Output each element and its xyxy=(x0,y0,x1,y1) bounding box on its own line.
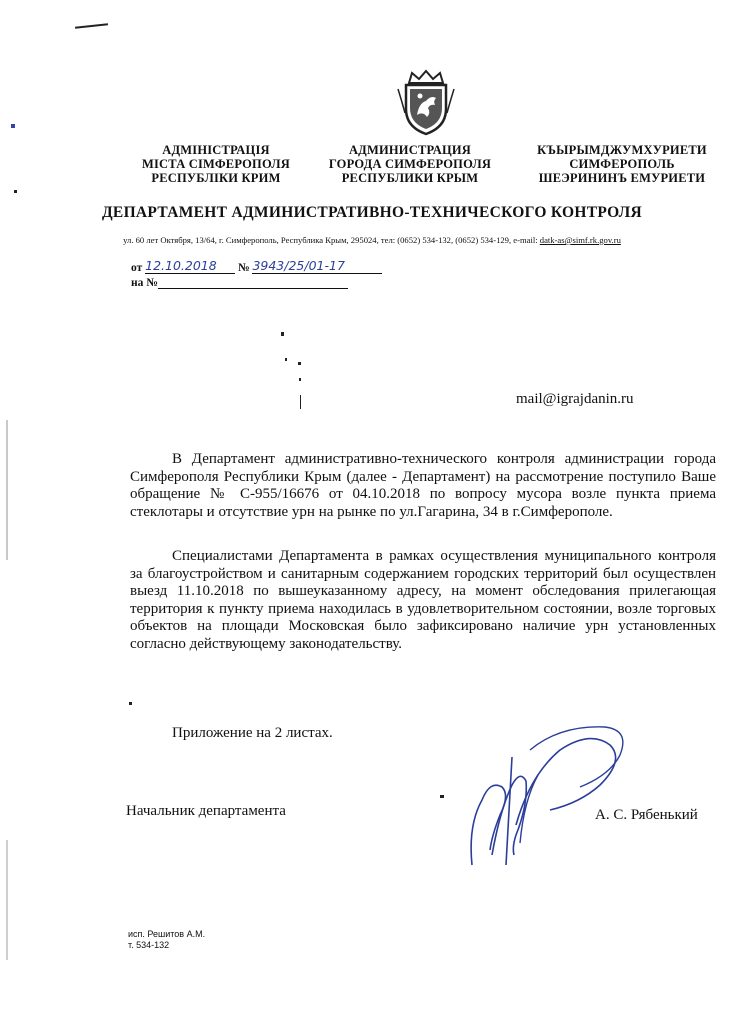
handwritten-signature xyxy=(420,715,640,875)
header-line: ГОРОДА СИМФЕРОПОЛЯ xyxy=(328,157,492,171)
scan-mark xyxy=(6,840,8,960)
body-paragraph: Специалистами Департамента в рамках осуществления муниципального контроля за благоустройством и санитарным содержанием городских территорий был осуществлен выезд 11.10.2018 по вышеуказанному адресу, на момент обследования прилегающая территория к пункту приема находилась в удовлетворительном состоянии, возле торговых объектов на площади Московская было зафиксировано наличие урн установленных согласно действующему законодательству. xyxy=(130,548,716,652)
header-line: МІСТА СІМФЕРОПОЛЯ xyxy=(141,157,290,171)
executor-name: исп. Решитов А.М. xyxy=(128,929,206,939)
executor-info xyxy=(128,929,205,951)
header-ukrainian xyxy=(141,143,291,185)
header-russian xyxy=(320,143,500,185)
body-paragraph: В Департамент административно-технического контроля администрации города Симферополя Республики Крым (далее - Департамент) на рассмотрение поступило Ваше обращение № С-955/16676 от 04.10.2018 по вопросу мусора возле пункта приема стеклотары и отсутствие урн на рынке по ул.Гагарина, 34 в г.Симферополе. xyxy=(130,451,716,520)
scan-mark xyxy=(285,358,287,361)
scan-mark xyxy=(75,23,108,28)
header-line: РЕСПУБЛИКИ КРЫМ xyxy=(341,171,479,185)
reference-field xyxy=(158,275,348,289)
email-link[interactable]: datk-as@simf.rk.gov.ru xyxy=(539,235,621,245)
scan-mark xyxy=(299,378,301,381)
from-label: от xyxy=(131,262,143,274)
reference-line xyxy=(131,275,348,289)
header-crimean-tatar xyxy=(528,143,716,185)
scan-mark xyxy=(129,702,132,705)
header-line: АДМІНІСТРАЦІЯ xyxy=(162,143,270,157)
signatory-name: А. С. Рябенький xyxy=(595,807,698,823)
attachment-note: Приложение на 2 листах. xyxy=(172,725,333,741)
number-label: № xyxy=(238,262,250,274)
executor-phone: т. 534-132 xyxy=(128,940,170,950)
handwritten-number: 3943/25/01-17 xyxy=(252,258,345,273)
header-line: КЪЫРЫМДЖУМХУРИЕТИ xyxy=(537,143,707,157)
scan-mark xyxy=(281,332,284,336)
header-line: АДМИНИСТРАЦИЯ xyxy=(348,143,472,157)
department-title: ДЕПАРТАМЕНТ АДМИНИСТРАТИВНО-ТЕХНИЧЕСКОГО КОНТРОЛЯ xyxy=(101,204,643,221)
date-field xyxy=(145,258,235,274)
number-field xyxy=(252,258,382,274)
department-address xyxy=(0,235,744,245)
registration-line xyxy=(131,258,382,274)
signatory-position: Начальник департамента xyxy=(126,803,286,819)
recipient-email: mail@igrajdanin.ru xyxy=(516,391,634,407)
header-line: ШЕЭРИНИНЪ ЕМУРИЕТИ xyxy=(538,171,706,185)
handwritten-date: 12.10.2018 xyxy=(145,258,217,273)
coat-of-arms-icon xyxy=(395,67,457,137)
scan-mark xyxy=(11,124,15,128)
scan-mark xyxy=(300,395,301,409)
scan-mark xyxy=(298,362,301,365)
address-text: ул. 60 лет Октября, 13/64, г. Симферополь, Республика Крым, 295024, тел: (0652) 534-132, (0652) 534-129, e-mail: xyxy=(123,235,540,245)
scan-mark xyxy=(6,420,8,560)
reference-label: на № xyxy=(131,277,158,289)
header-line: РЕСПУБЛІКИ КРИМ xyxy=(151,171,281,185)
scan-mark xyxy=(14,190,17,193)
header-line: СИМФЕРОПОЛЬ xyxy=(569,157,675,171)
